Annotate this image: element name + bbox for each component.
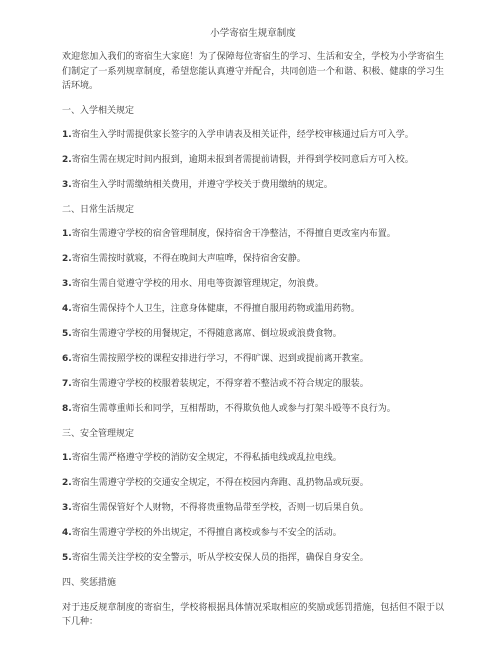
item-text: 寄宿生需按照学校的课程安排进行学习，不得旷课、迟到或提前离开教室。: [71, 353, 369, 364]
item-number: 1.: [62, 452, 72, 463]
list-item: [62, 552, 444, 565]
item-text: 寄宿生需尊重师长和同学，互相帮助，不得欺负他人或参与打架斗殴等不良行为。: [71, 403, 396, 414]
item-number: 6.: [62, 353, 72, 364]
list-item: [62, 353, 444, 366]
item-text: 寄宿生需保管好个人财物，不得将贵重物品带至学校，否则一切后果自负。: [71, 502, 369, 513]
item-number: 3.: [62, 179, 72, 190]
list-item: [62, 378, 444, 391]
item-number: 4.: [62, 527, 72, 538]
list-item: [62, 179, 444, 192]
section-heading-rewards-penalties: 四、奖惩措施: [62, 577, 117, 588]
section-heading-daily-life: 二、日常生活规定: [62, 204, 135, 215]
item-text: 寄宿生需遵守学校的用餐规定，不得随意离席、倒垃圾或浪费食物。: [71, 328, 342, 339]
item-number: 2.: [62, 154, 72, 165]
list-item: [62, 452, 444, 465]
item-number: 7.: [62, 378, 72, 389]
rewards-penalties-paragraph: 对于违反规章制度的寄宿生，学校将根据具体情况采取相应的奖励或惩罚措施，包括但不限于以下几种：: [62, 602, 444, 627]
list-item: [62, 527, 444, 540]
item-number: 1.: [62, 129, 72, 140]
list-item: [62, 228, 444, 241]
item-text: 寄宿生需遵守学校的宿舍管理制度，保持宿舍干净整洁，不得擅自更改室内布置。: [71, 228, 396, 239]
item-text: 寄宿生需遵守学校的交通安全规定，不得在校园内奔跑、乱扔物品或玩耍。: [71, 477, 369, 488]
item-text: 寄宿生需自觉遵守学校的用水、用电等资源管理规定，勿浪费。: [71, 278, 324, 289]
item-text: 寄宿生入学时需提供家长签字的入学申请表及相关证件，经学校审核通过后方可入学。: [71, 129, 414, 140]
list-item: [62, 403, 444, 416]
item-text: 寄宿生需按时就寝，不得在晚间大声喧哗，保持宿舍安静。: [71, 253, 306, 264]
list-item: [62, 477, 444, 490]
item-text: 寄宿生需保持个人卫生，注意身体健康，不得擅自服用药物或滥用药物。: [71, 303, 360, 314]
document-title: 小学寄宿生规章制度: [210, 28, 296, 39]
item-number: 5.: [62, 328, 72, 339]
item-number: 1.: [62, 228, 72, 239]
list-item: [62, 278, 444, 291]
item-number: 2.: [62, 253, 72, 264]
item-number: 4.: [62, 303, 72, 314]
list-item: [62, 129, 444, 142]
item-number: 3.: [62, 278, 72, 289]
list-item: [62, 303, 444, 316]
item-text: 寄宿生入学时需缴纳相关费用，并遵守学校关于费用缴纳的规定。: [71, 179, 333, 190]
item-number: 5.: [62, 552, 72, 563]
item-number: 2.: [62, 477, 72, 488]
item-text: 寄宿生需遵守学校的外出规定，不得擅自离校或参与不安全的活动。: [71, 527, 342, 538]
item-number: 3.: [62, 502, 72, 513]
list-item: [62, 502, 444, 515]
list-item: [62, 154, 444, 167]
section-heading-admission: 一、入学相关规定: [62, 105, 135, 116]
item-text: 寄宿生需在规定时间内报到，逾期未报到者需提前请假，并得到学校同意后方可入校。: [71, 154, 414, 165]
item-number: 8.: [62, 403, 72, 414]
item-text: 寄宿生需严格遵守学校的消防安全规定，不得私插电线或乱拉电线。: [71, 452, 342, 463]
section-heading-safety: 三、安全管理规定: [62, 428, 135, 439]
item-text: 寄宿生需关注学校的安全警示，听从学校安保人员的指挥，确保自身安全。: [71, 552, 369, 563]
list-item: [62, 328, 444, 341]
intro-paragraph: 欢迎您加入我们的寄宿生大家庭！为了保障每位寄宿生的学习、生活和安全，学校为小学寄宿生们制定了一系列规章制度，希望您能认真遵守并配合，共同创造一个和谐、积极、健康的学习生活环境。: [62, 52, 444, 91]
list-item: [62, 253, 444, 266]
item-text: 寄宿生需遵守学校的校服着装规定，不得穿着不整洁或不符合规定的服装。: [71, 378, 369, 389]
